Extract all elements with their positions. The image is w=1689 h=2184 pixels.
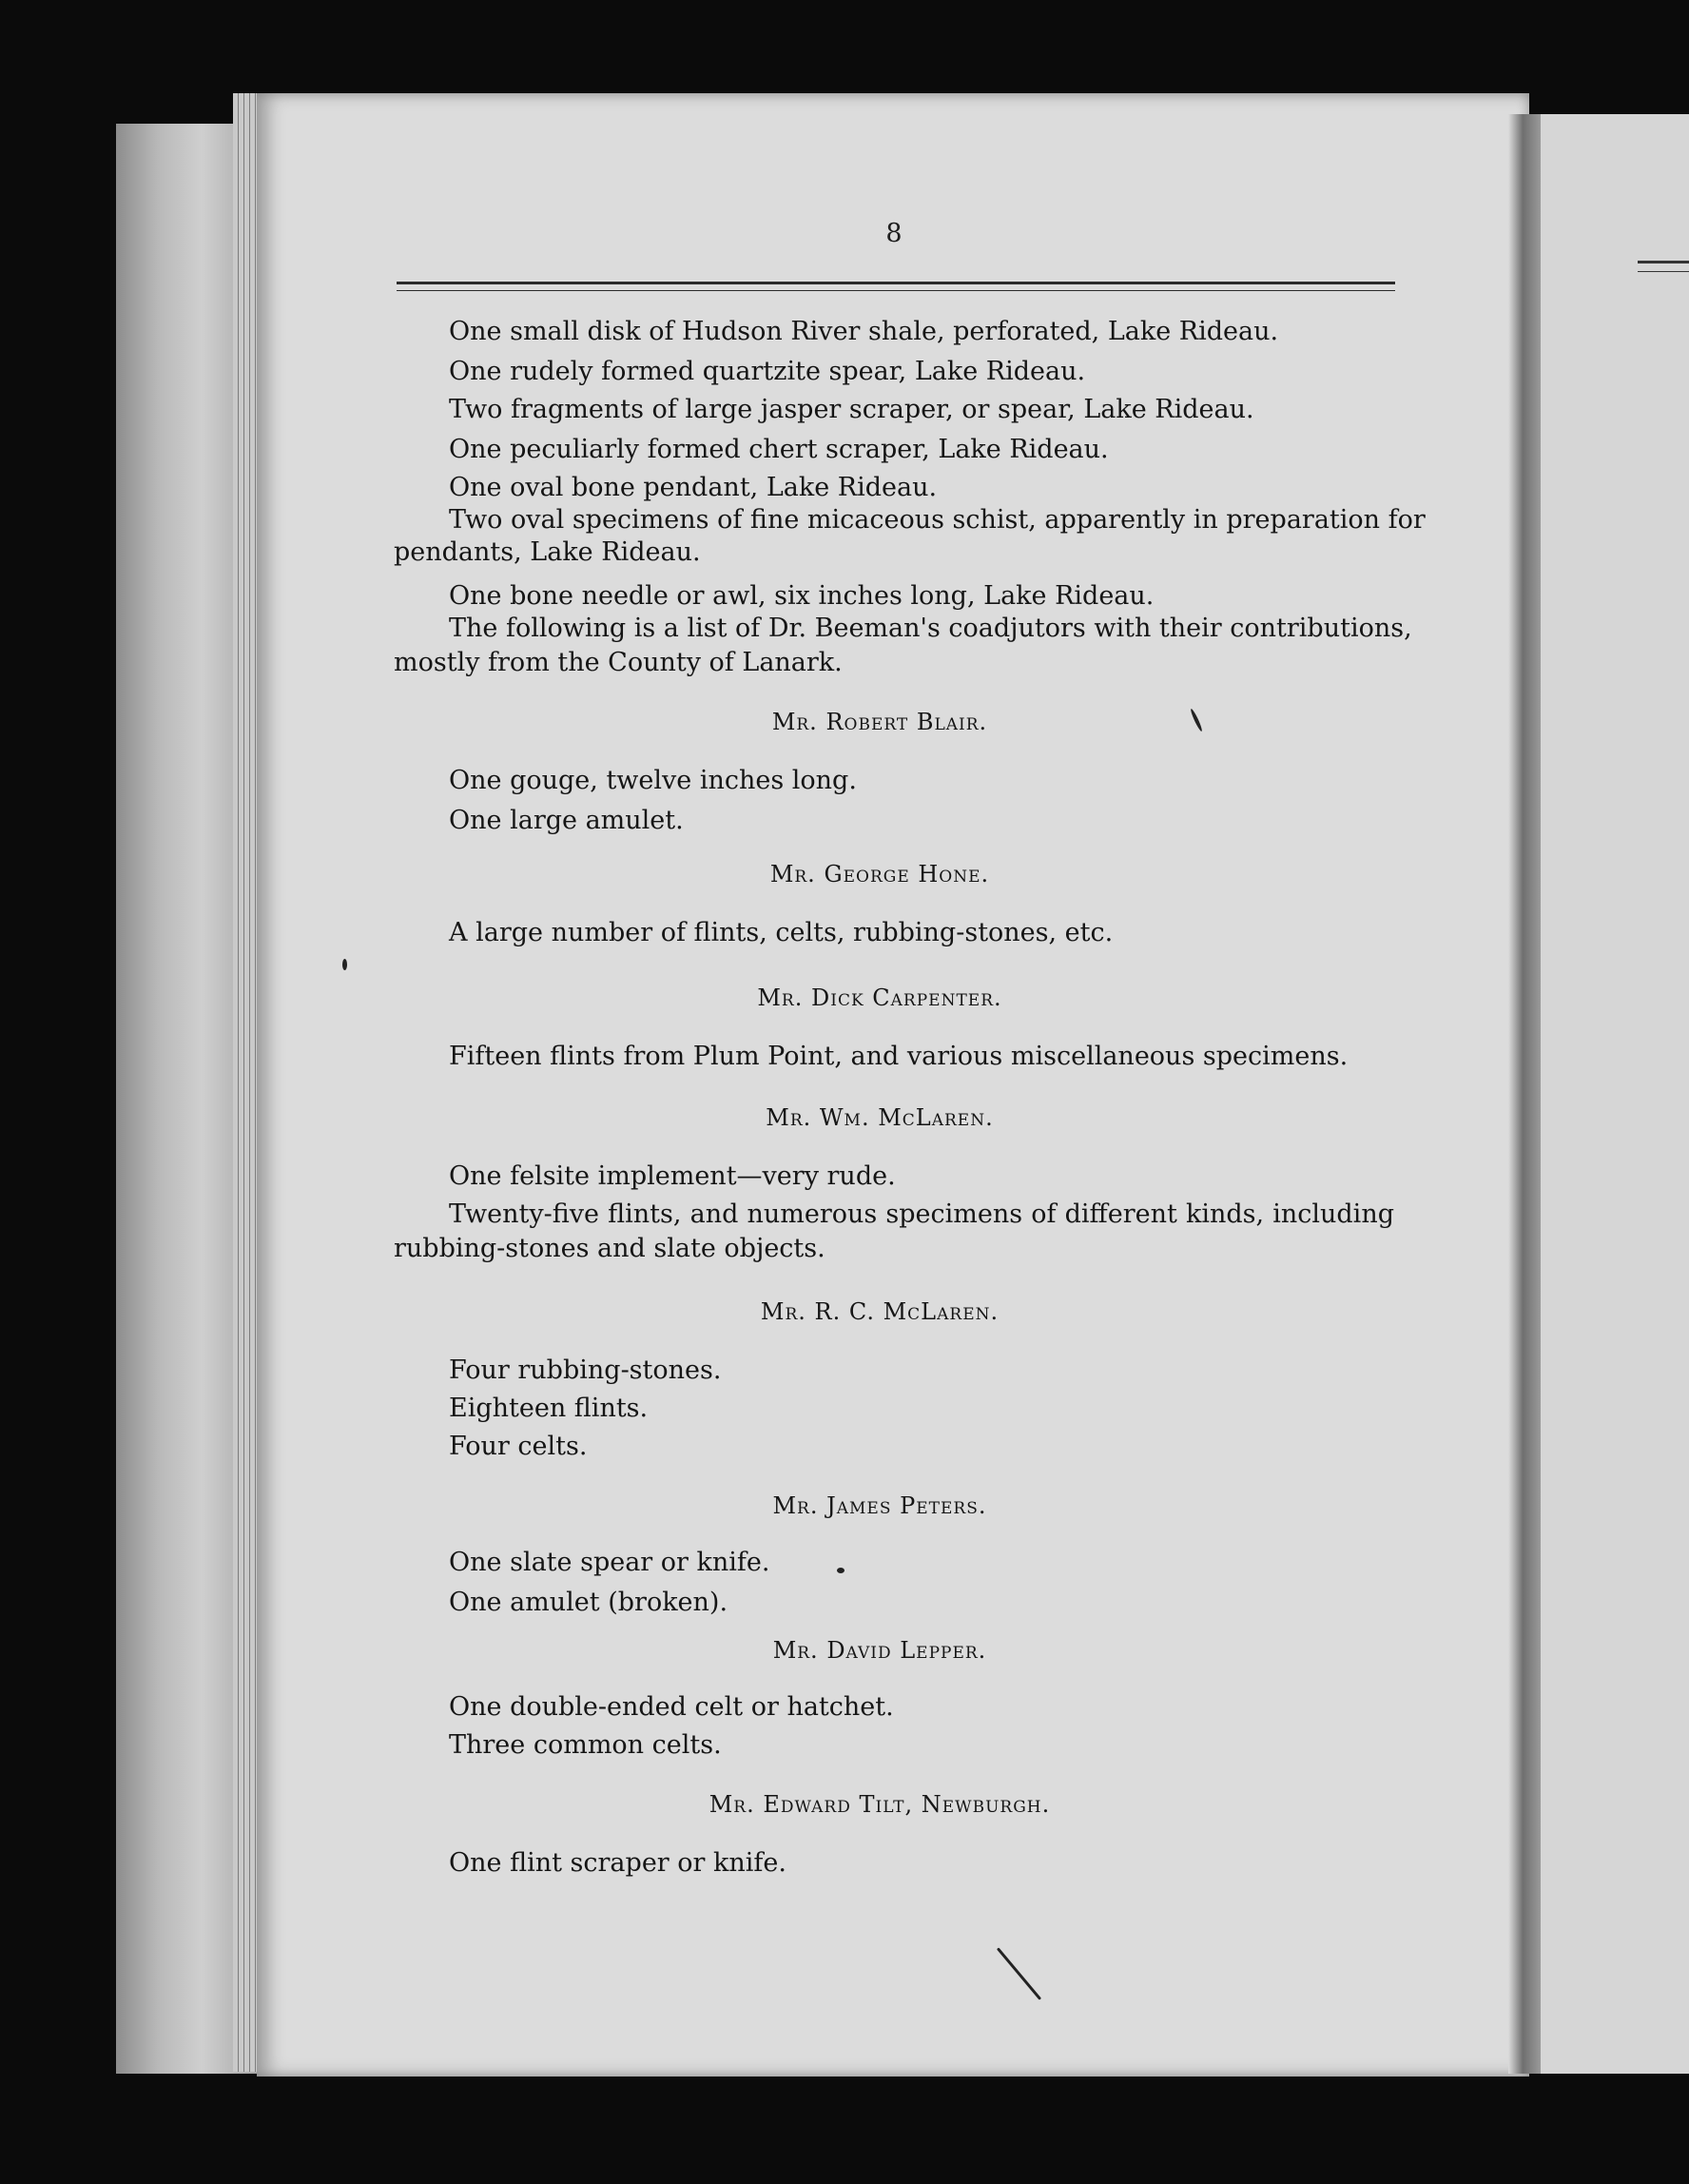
scan-mark xyxy=(837,1568,844,1573)
list-item: Fifteen flints from Plum Point, and various miscellaneous specimens. xyxy=(449,1042,1349,1071)
text-line: One small disk of Hudson River shale, perforated, Lake Rideau. xyxy=(449,317,1279,346)
text-line: Two oval specimens of fine micaceous schist, apparently in preparation for xyxy=(449,505,1426,535)
section-heading: Mr. Robert Blair. xyxy=(771,709,988,735)
book-gutter xyxy=(1508,114,1541,2074)
list-item: One slate spear or knife. xyxy=(449,1548,770,1577)
section-heading: Mr. Edward Tilt, Newburgh. xyxy=(709,1791,1051,1818)
section-heading: Mr. R. C. McLaren. xyxy=(760,1298,1000,1325)
text-line: One rudely formed quartzite spear, Lake Rideau. xyxy=(449,357,1086,386)
list-item: Three common celts. xyxy=(449,1730,722,1760)
list-item: A large number of flints, celts, rubbing-stones, etc. xyxy=(449,918,1114,947)
list-item: One felsite implement—very rude. xyxy=(449,1161,896,1191)
list-item: One large amulet. xyxy=(449,806,684,835)
list-item: Twenty-five flints, and numerous specimens of different kinds, including xyxy=(449,1199,1394,1229)
text-line: The following is a list of Dr. Beeman's coadjutors with their contributions, xyxy=(449,614,1412,643)
list-item: Four celts. xyxy=(449,1432,588,1461)
section-heading: Mr. James Peters. xyxy=(772,1492,987,1519)
list-item: One double-ended celt or hatchet. xyxy=(449,1692,894,1722)
list-item: rubbing-stones and slate objects. xyxy=(394,1234,825,1263)
text-line: One oval bone pendant, Lake Rideau. xyxy=(449,473,938,502)
list-item: Four rubbing-stones. xyxy=(449,1355,722,1385)
text-line: pendants, Lake Rideau. xyxy=(394,537,701,567)
section-heading: Mr. David Lepper. xyxy=(772,1637,987,1664)
section-heading: Mr. Dick Carpenter. xyxy=(757,985,1002,1011)
text-line: One peculiarly formed chert scraper, Lake Rideau. xyxy=(449,435,1109,464)
page-number: 8 xyxy=(885,219,903,248)
text-line: One bone needle or awl, six inches long, Lake Rideau. xyxy=(449,581,1155,611)
section-heading: Mr. Wm. McLaren. xyxy=(766,1104,994,1131)
book-page xyxy=(257,93,1529,2077)
text-line: mostly from the County of Lanark. xyxy=(394,648,843,677)
list-item: One amulet (broken). xyxy=(449,1588,728,1617)
next-page-edge xyxy=(1541,114,1689,2074)
scan-mark xyxy=(342,959,347,970)
list-item: One gouge, twelve inches long. xyxy=(449,766,857,795)
section-heading: Mr. George Hone. xyxy=(769,861,990,887)
list-item: Eighteen flints. xyxy=(449,1394,649,1423)
text-line: Two fragments of large jasper scraper, or spear, Lake Rideau. xyxy=(449,395,1254,424)
next-page-rule xyxy=(1638,261,1689,272)
list-item: One flint scraper or knife. xyxy=(449,1848,786,1878)
header-rule xyxy=(397,282,1395,291)
